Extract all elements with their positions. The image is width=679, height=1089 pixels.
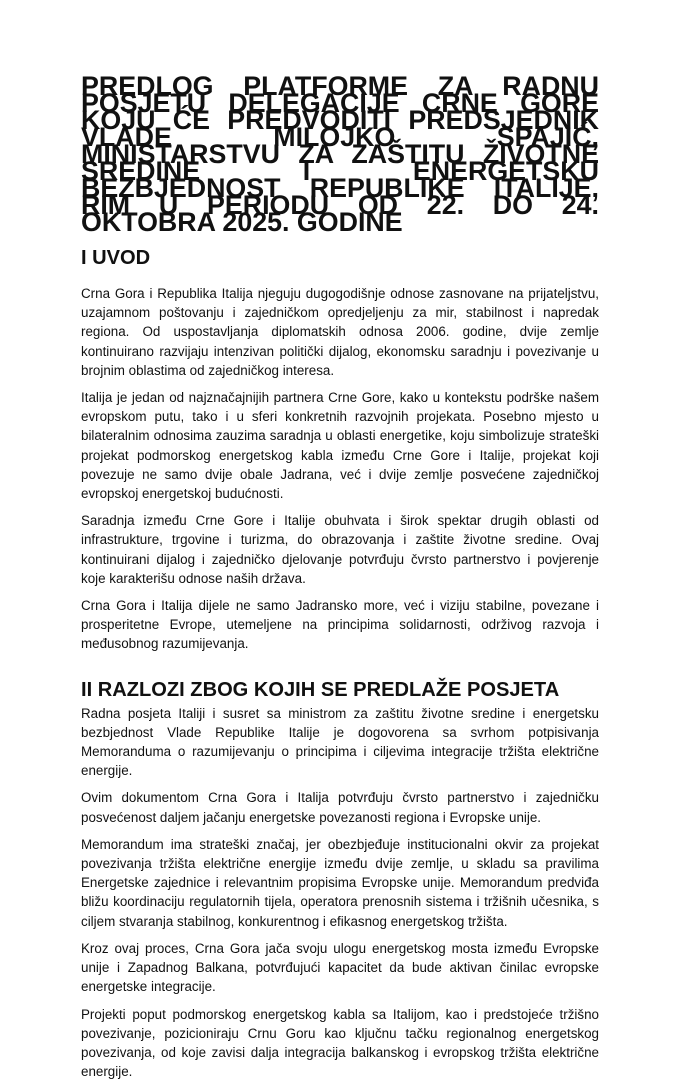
paragraph: Italija je jedan od najznačajnijih partnera Crne Gore, kako u kontekstu podrške našem evropskom putu, tako i u sferi konkretnih razvojnih projekata. Posebno mjesto u bilateralnim odnosima zauzima saradnja u oblasti energetike, koju simbolizuje strateški projekat podmorskog energetskog kabla između Crne Gore i Italije, projekat koji povezuje ne samo dvije obale Jadrana, već i dvije zemlje posvećene zajedničkoj evropskoj energetskoj budućnosti. <box>81 390 599 502</box>
document-page <box>81 71 599 1089</box>
paragraph: Crna Gora i Republika Italija njeguju dugogodišnje odnose zasnovane na prijateljstvu, uzajamnom poštovanju i zajedničkom opredjeljenju za mir, stabilnost i napredak regiona. Od uspostavljanja diplomatskih odnosa 2006. godine, dvije zemlje kontinuirano razvijaju intenzivan politički dijalog, ekonomsku saradnju i povezivanje u brojnim oblastima od zajedničkog interesa. <box>81 286 599 378</box>
paragraph: Saradnja između Crne Gore i Italije obuhvata i širok spektar drugih oblasti od infrastrukture, trgovine i turizma, do obrazovanja i zaštite životne sredine. Ovaj kontinuirani dijalog i zajedničko djelovanje potvrđuju čvrsto partnerstvo i povjerenje koje karakterišu odnose naših država. <box>81 513 599 586</box>
section-introduction <box>81 249 599 654</box>
paragraph: Radna posjeta Italiji i susret sa ministrom za zaštitu životne sredine i energetsku bezbjednost Vlade Republike Italije je dogovorena sa svrhom potpisivanja Memoranduma o razumijevanju o principima i ciljevima integracije tržišta električne energije. <box>81 705 599 779</box>
section-heading: II RAZLOZI ZBOG KOJIH SE PREDLAŽE POSJETA <box>81 678 560 701</box>
document-title: PREDLOG PLATFORME ZA RADNU POSJETU DELEGACIJE CRNE GORE KOJU ĆE PREDVODITI PREDSJEDNIK VLADE MILOJKO SPAJIĆ, MINISTARSTVU ZA ZAŠTITU ŽIVOTNE SREDINE I ENERGETSKU BEZBJEDNOST REPUBLIKE ITALIJE, RIM U PERIODU OD 22. DO 24. OKTOBRA 2025. GODINE <box>81 71 599 237</box>
paragraph: Projekti poput podmorskog energetskog kabla sa Italijom, kao i predstojeće tržišno povezivanje, pozicioniraju Crnu Goru kao ključnu tačku regionalnog energetskog povezivanja, od koje zavisi dalja integracija balkanskog i evropskog tržišta električne energije. <box>81 1006 599 1080</box>
section-heading: I UVOD <box>81 247 151 269</box>
paragraph: Kroz ovaj proces, Crna Gora jača svoju ulogu energetskog mosta između Evropske unije i Zapadnog Balkana, potvrđujući kapacitet da bude aktivan činilac evropske energetske integracije. <box>81 940 599 995</box>
paragraph: Ovim dokumentom Crna Gora i Italija potvrđuju čvrsto partnerstvo i zajedničku posvećenost daljem jačanju energetske povezanosti regiona i Evropske unije. <box>81 790 599 825</box>
paragraph: Memorandum ima strateški značaj, jer obezbjeđuje institucionalni okvir za projekat povezivanja tržišta električne energije između dvije zemlje, u skladu sa pravilima Energetske zajednice i relevantnim propisima Evropske unije. Memorandum predviđa bližu koordinaciju regulatornih tijela, operatora prenosnih sistema i tržišnih učesnika, s ciljem stvaranja stabilnog, konkurentnog i efikasnog energetskog tržišta. <box>81 836 599 929</box>
section-reasons <box>81 678 599 1082</box>
paragraph: Crna Gora i Italija dijele ne samo Jadransko more, već i viziju stabilne, povezane i prosperitetne Evrope, utemeljene na principima solidarnosti, održivog razvoja i međusobnog razumijevanja. <box>81 598 599 652</box>
